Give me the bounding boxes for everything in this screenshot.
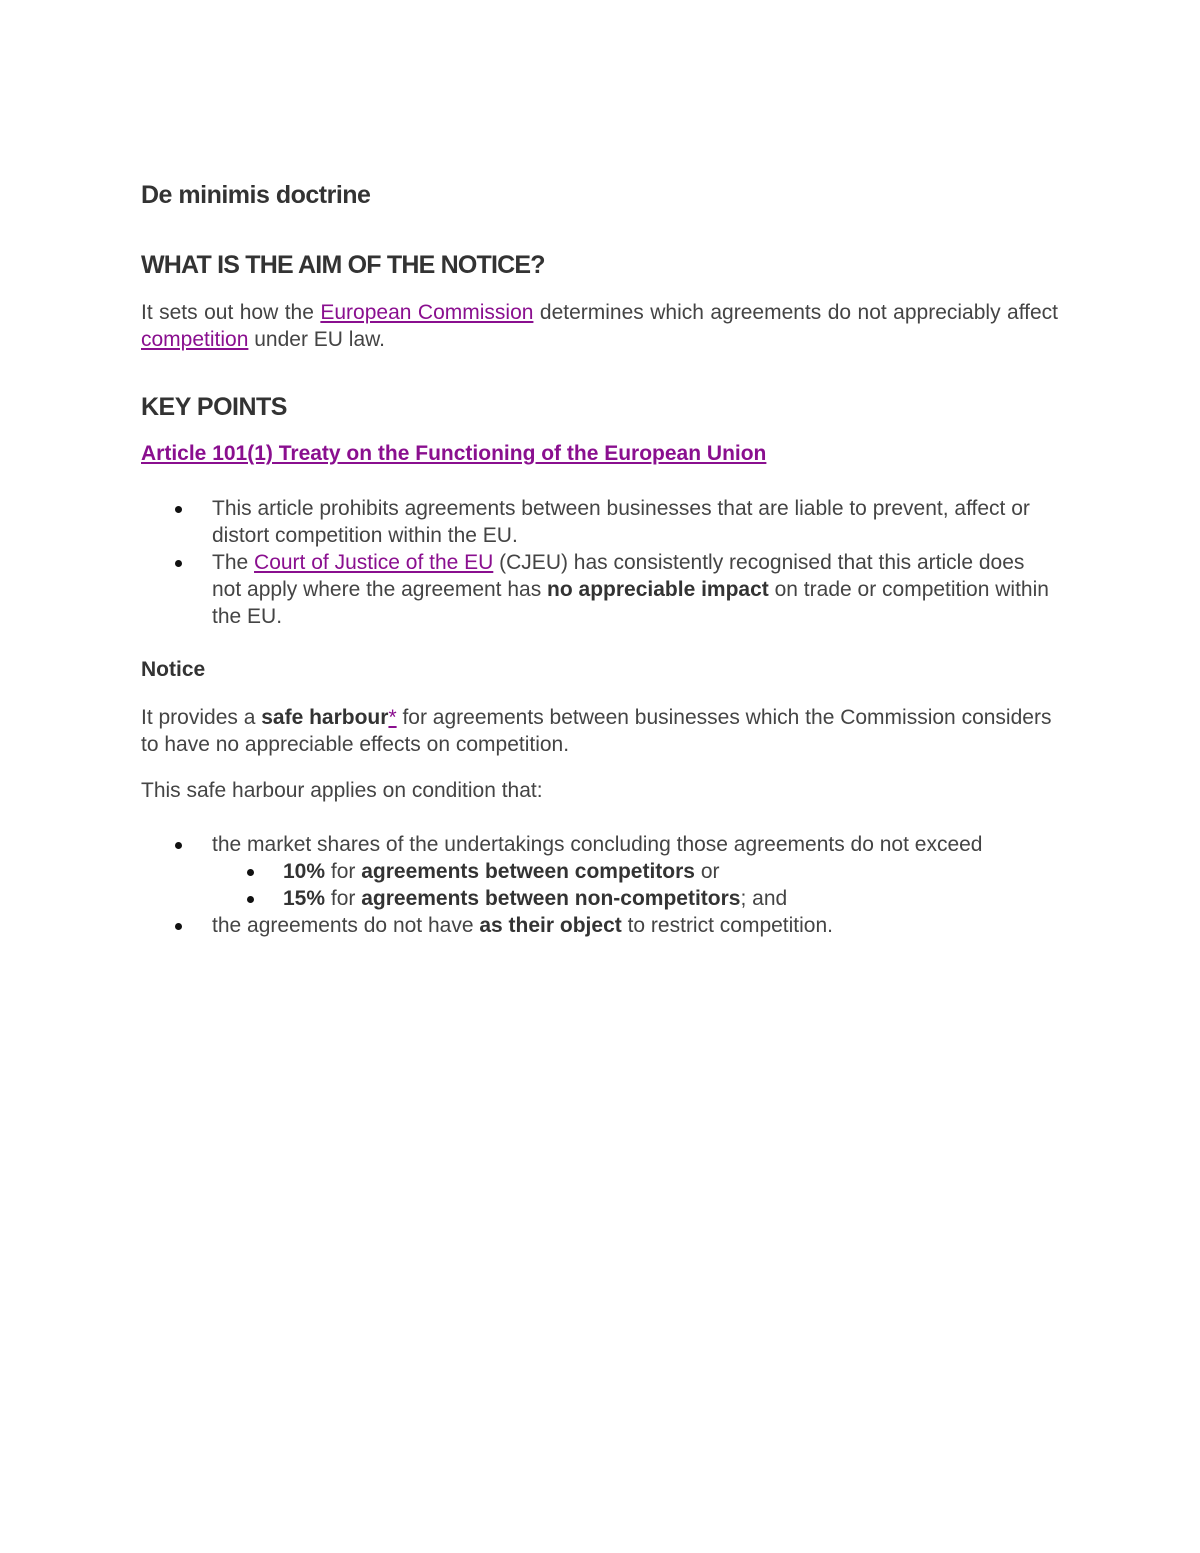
bullet-text: or [694,860,720,883]
bullet-text: for [325,887,362,910]
aim-text-1: It sets out how the [141,301,321,324]
notice-text: for agreements between businesses which the Commission considers to have no appreciable effects on competition. [141,706,1052,756]
bold-text: 15% [283,887,326,910]
aim-heading: WHAT IS THE AIM OF THE NOTICE? [141,251,545,279]
bullet-icon [175,506,182,513]
competition-link[interactable]: competition [141,328,249,351]
bold-text: no appreciable impact [547,578,769,601]
document-title: De minimis doctrine [141,181,371,209]
list-item [141,831,1058,912]
notice-heading: Notice [141,658,206,681]
bold-text: agreements between competitors [361,860,695,883]
list-item [212,885,1058,912]
bold-text: 10% [283,860,326,883]
aim-text-2: determines which agreements do not appreciably affect [533,301,1059,324]
bullet-text: the agreements do not have [212,914,480,937]
bullet-icon [247,869,254,876]
safe-harbour-footnote-link[interactable]: * [388,706,397,729]
document-page [141,178,1059,937]
bullet-text: to restrict competition. [621,914,833,937]
key-points-list [141,495,1058,630]
list-item [141,549,1058,630]
key-points-heading: KEY POINTS [141,393,287,421]
list-item [141,495,1058,549]
article-101-link[interactable]: Article 101(1) Treaty on the Functioning of the European Union [141,442,767,465]
thresholds-sublist [212,858,1058,912]
list-item [212,858,1058,885]
bullet-text: This article prohibits agreements between businesses that are liable to prevent, affect or distort competition within the EU. [212,497,1030,547]
bold-text: as their object [479,914,622,937]
aim-text-3: under EU law. [248,328,385,351]
bold-text: safe harbour [261,706,389,729]
bullet-text: (CJEU) has consistently recognised that this article does not apply where the agreement has [212,551,1025,601]
condition-paragraph: This safe harbour applies on condition that: [141,779,543,802]
bullet-text: on trade or competition within the EU. [212,578,1049,628]
bullet-icon [247,896,254,903]
notice-text: It provides a [141,706,262,729]
list-item [141,912,1058,939]
bullet-text: for [325,860,362,883]
european-commission-link[interactable]: European Commission [320,301,534,324]
bullet-icon [175,560,182,567]
aim-paragraph [141,299,1058,353]
bullet-icon [175,923,182,930]
bullet-text: ; and [740,887,788,910]
notice-paragraph [141,704,1058,758]
bullet-text: The [212,551,255,574]
bullet-icon [175,842,182,849]
court-of-justice-link[interactable]: Court of Justice of the EU [254,551,494,574]
bold-text: agreements between non-competitors [361,887,741,910]
bullet-text: the market shares of the undertakings concluding those agreements do not exceed [212,833,983,856]
conditions-list [141,831,1058,939]
